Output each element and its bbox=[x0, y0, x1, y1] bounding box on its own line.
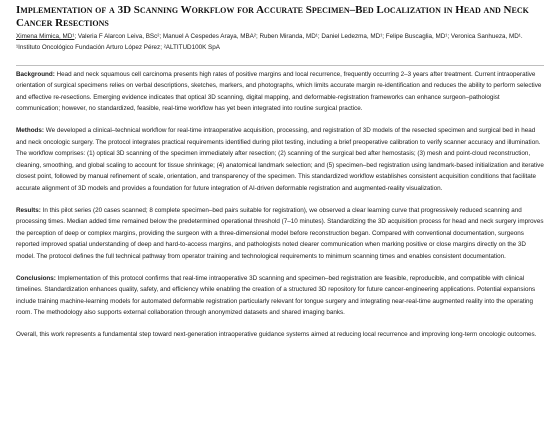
methods-section bbox=[16, 125, 544, 195]
results-heading: Results: bbox=[16, 206, 41, 214]
first-author: Ximena Mimica, MD¹ bbox=[16, 33, 75, 40]
results-text: In this pilot series (20 cases scanned; 8 complete specimen–bed pairs suitable for registration), we observed a clear learning curve that progressively reduced scanning and processing times. Median added time remained below the predetermined operational threshold (7–10 minutes). Standardizing the 3D acquisition process for head and neck surgery improves the perception of deep or complex margins, providing the surgeon with a three-dimensional model before reconstruction began. Compared with conventional documentation, surgeons reported improved spatial understanding of deep and hard-to-access margins, and pathologists noted clearer communication when marking positive or close margins directly on the 3D model. The protocol defines the full technical pathway from operator training and technological requirements to minimum scanning times and enables consistent documentation. bbox=[16, 206, 544, 260]
title-divider bbox=[16, 65, 544, 66]
methods-text: We developed a clinical–technical workflow for real-time intraoperative acquisition, processing, and registration of 3D models of the resected specimen and surgical bed in head and neck oncologic surgery. The protocol integrates practical requirements identified during pilot testing, including a brief preoperative calibration to verify scanner accuracy and illumination. The workflow comprises: (1) optical 3D scanning of the specimen immediately after resection; (2) scanning of the surgical bed after hemostasis; (3) mesh and point-cloud reconstruction, cleaning, smoothing, and global scaling to account for tissue shrinkage; (4) anatomical landmark selection; and (5) specimen–bed registration using landmark-based initialization and iterative closest point, followed by manual refinement of scale, orientation, and transparency of the specimen. This standardized workflow establishes consistent acquisition conditions that facilitate accurate alignment of 3D models and provides a foundation for future integration of AI-driven deformable registration and augmented-reality visualization. bbox=[16, 126, 544, 192]
conclusions-heading: Conclusions: bbox=[16, 274, 56, 282]
conclusions-section bbox=[16, 273, 544, 319]
abstract-page bbox=[16, 0, 544, 340]
other-authors-and-affiliations: ; Valeria F Alarcon Leiva, BSc²; Manuel A Cespedes Araya, MBA²; Ruben Miranda, MD¹; Daniel Ledezma, MD¹; Felipe Buscaglia, MD¹; Veronica Sanhueza, MD¹. ¹Instituto Oncológico Fundación Arturo López Pérez; ²ALTITUD100K SpA bbox=[16, 33, 523, 52]
author-list bbox=[16, 31, 544, 54]
results-section bbox=[16, 205, 544, 263]
background-section bbox=[16, 69, 544, 115]
methods-heading: Methods: bbox=[16, 126, 44, 134]
background-heading: Background: bbox=[16, 70, 55, 78]
background-text: Head and neck squamous cell carcinoma presents high rates of positive margins and local recurrence, frequently occurring 2–3 years after treatment. Current intraoperative orientation of surgical specimens relies on verbal descriptions, sketches, markers, and photographs, which limits accurate margin re-identification and reduces the ability to perform selective and effective re-resections. Emerging evidence indicates that optical 3D scanning, digital mapping, and deformable-registration frameworks can enhance surgeon–pathologist communication; however, no standardized, feasible, real-time workflow has yet been integrated into routine surgical practice. bbox=[16, 70, 542, 113]
conclusions-text: Implementation of this protocol confirms that real-time intraoperative 3D scanning and specimen–bed registration are feasible, reproducible, and compatible with clinical timelines. Standardization enhances quality, safety, and efficiency while enabling the creation of a structured 3D repository for future cancer-engineering applications. Potential expansions include training machine-learning models for automated deformable registration particularly relevant for tongue surgery and integrating near-real-time augmented reality into the operating room. The methodology also supports external collaboration through anonymized datasets and shared imaging banks. bbox=[16, 274, 536, 317]
closing-statement: Overall, this work represents a fundamental step toward next-generation intraoperative guidance systems aimed at reducing local recurrence and improving long-term oncologic outcomes. bbox=[16, 330, 537, 338]
abstract-title: Implementation of a 3D Scanning Workflow for Accurate Specimen–Bed Localization in Head and Neck Cancer Resections bbox=[16, 4, 529, 29]
